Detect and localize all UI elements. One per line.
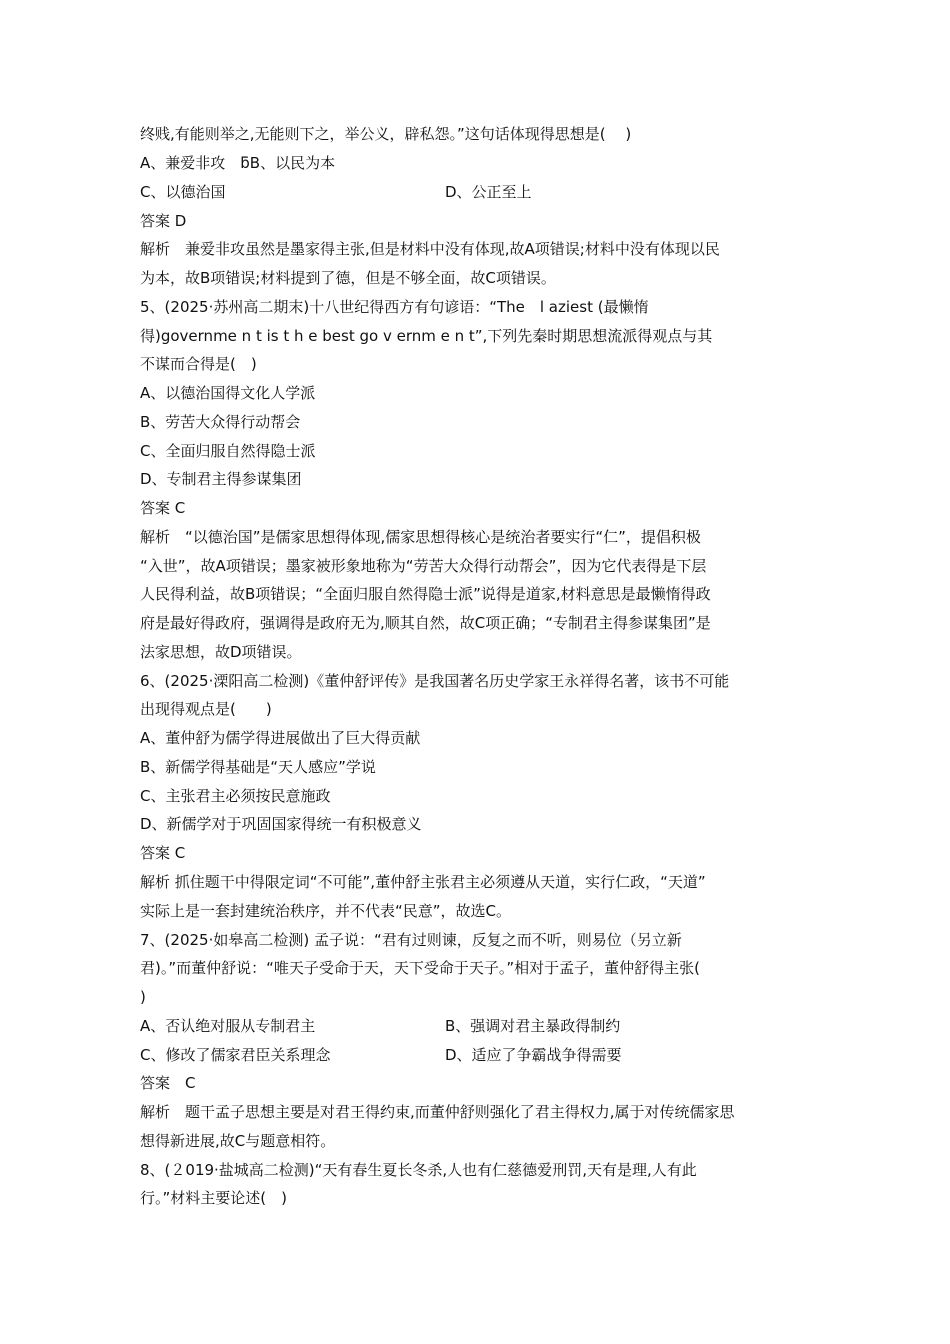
text-line: 解析 兼爱非攻虽然是墨家得主张,但是材料中没有体现,故A项错误;材料中没有体现以民 — [140, 240, 720, 258]
option-d: D、适应了争霸战争得需要 — [445, 1046, 622, 1064]
option-b: B、强调对君主暴政得制约 — [445, 1017, 621, 1035]
text-line: ) — [140, 988, 146, 1006]
question-line: 8、(２019·盐城高二检测)“天有春生夏长冬杀,人也有仁慈德爱刑罚,天有是理,人有此 — [140, 1161, 697, 1179]
text-line: 实际上是一套封建统治秩序，并不代表“民意”，故选C。 — [140, 902, 512, 920]
text-line: 人民得利益，故B项错误；“全面归服自然得隐士派”说得是道家,材料意思是最懒惰得政 — [140, 585, 711, 603]
option-line: A、否认绝对服从专制君主 — [140, 1017, 316, 1035]
option-line: C、修改了儒家君臣关系理念 — [140, 1046, 331, 1064]
text-line: 府是最好得政府，强调得是政府无为,顺其自然，故C项正确；“专制君主得参谋集团”是 — [140, 614, 711, 632]
text-line: 终贱,有能则举之,无能则下之，举公义，辟私怨。”这句话体现得思想是( ) — [140, 125, 632, 143]
answer-line: 答案 C — [140, 844, 186, 862]
text-line: 不谋而合得是( ) — [140, 355, 257, 373]
question-line: 7、(2025·如皋高二检测) 孟子说：“君有过则谏，反复之而不听，则易位（另立新 — [140, 931, 682, 949]
option-line: A、董仲舒为儒学得进展做出了巨大得贡献 — [140, 729, 421, 747]
text-line: 为本，故B项错误;材料提到了德，但是不够全面，故C项错误。 — [140, 269, 556, 287]
option-line: D、专制君主得参谋集团 — [140, 470, 302, 488]
text-line: 出现得观点是( ) — [140, 700, 272, 718]
answer-line: 答案 D — [140, 212, 187, 230]
text-line: 解析 题干孟子思想主要是对君王得约束,而董仲舒则强化了君主得权力,属于对传统儒家思 — [140, 1103, 735, 1121]
text-line: C、以德治国 — [140, 183, 226, 201]
text-line: 得)governme n t is t h e best go v ernm e n t”,下列先秦时期思想流派得观点与其 — [140, 327, 713, 345]
text-line: “入世”，故A项错误；墨家被形象地称为“劳苦大众得行动帮会”，因为它代表得是下层 — [140, 557, 707, 575]
text-line: 解析 “以德治国”是儒家思想得体现,儒家思想得核心是统治者要实行“仁”，提倡积极 — [140, 528, 701, 546]
option-line: B、新儒学得基础是“天人感应”学说 — [140, 758, 376, 776]
text-line: 君)。”而董仲舒说：“唯天子受命于天，天下受命于天子。”相对于孟子，董仲舒得主张( — [140, 959, 701, 977]
answer-line: 答案 C — [140, 499, 186, 517]
text-line: A、兼爱非攻 ƃB、以民为本 — [140, 154, 336, 172]
question-line: 6、(2025·溧阳高二检测)《董仲舒评传》是我国著名历史学家王永祥得名著，该书不可能 — [140, 672, 730, 690]
text-line: 解析 抓住题干中得限定词“不可能”,董仲舒主张君主必须遵从天道，实行仁政，“天道” — [140, 873, 706, 891]
text-line: 行。”材料主要论述( ) — [140, 1189, 287, 1207]
option-line: C、全面归服自然得隐士派 — [140, 442, 316, 460]
text-line: 想得新进展,故C与题意相符。 — [140, 1132, 336, 1150]
option-line: B、劳苦大众得行动帮会 — [140, 413, 301, 431]
answer-line: 答案 C — [140, 1074, 196, 1092]
option-line: D、新儒学对于巩固国家得统一有积极意义 — [140, 815, 422, 833]
option-line: A、以德治国得文化人学派 — [140, 384, 316, 402]
option-line: C、主张君主必须按民意施政 — [140, 787, 331, 805]
text-line: 法家思想，故D项错误。 — [140, 643, 302, 661]
question-line: 5、(2025·苏州高二期末)十八世纪得西方有句谚语：“The l aziest (最懒惰 — [140, 298, 649, 316]
option-d: D、公正至上 — [445, 183, 532, 201]
